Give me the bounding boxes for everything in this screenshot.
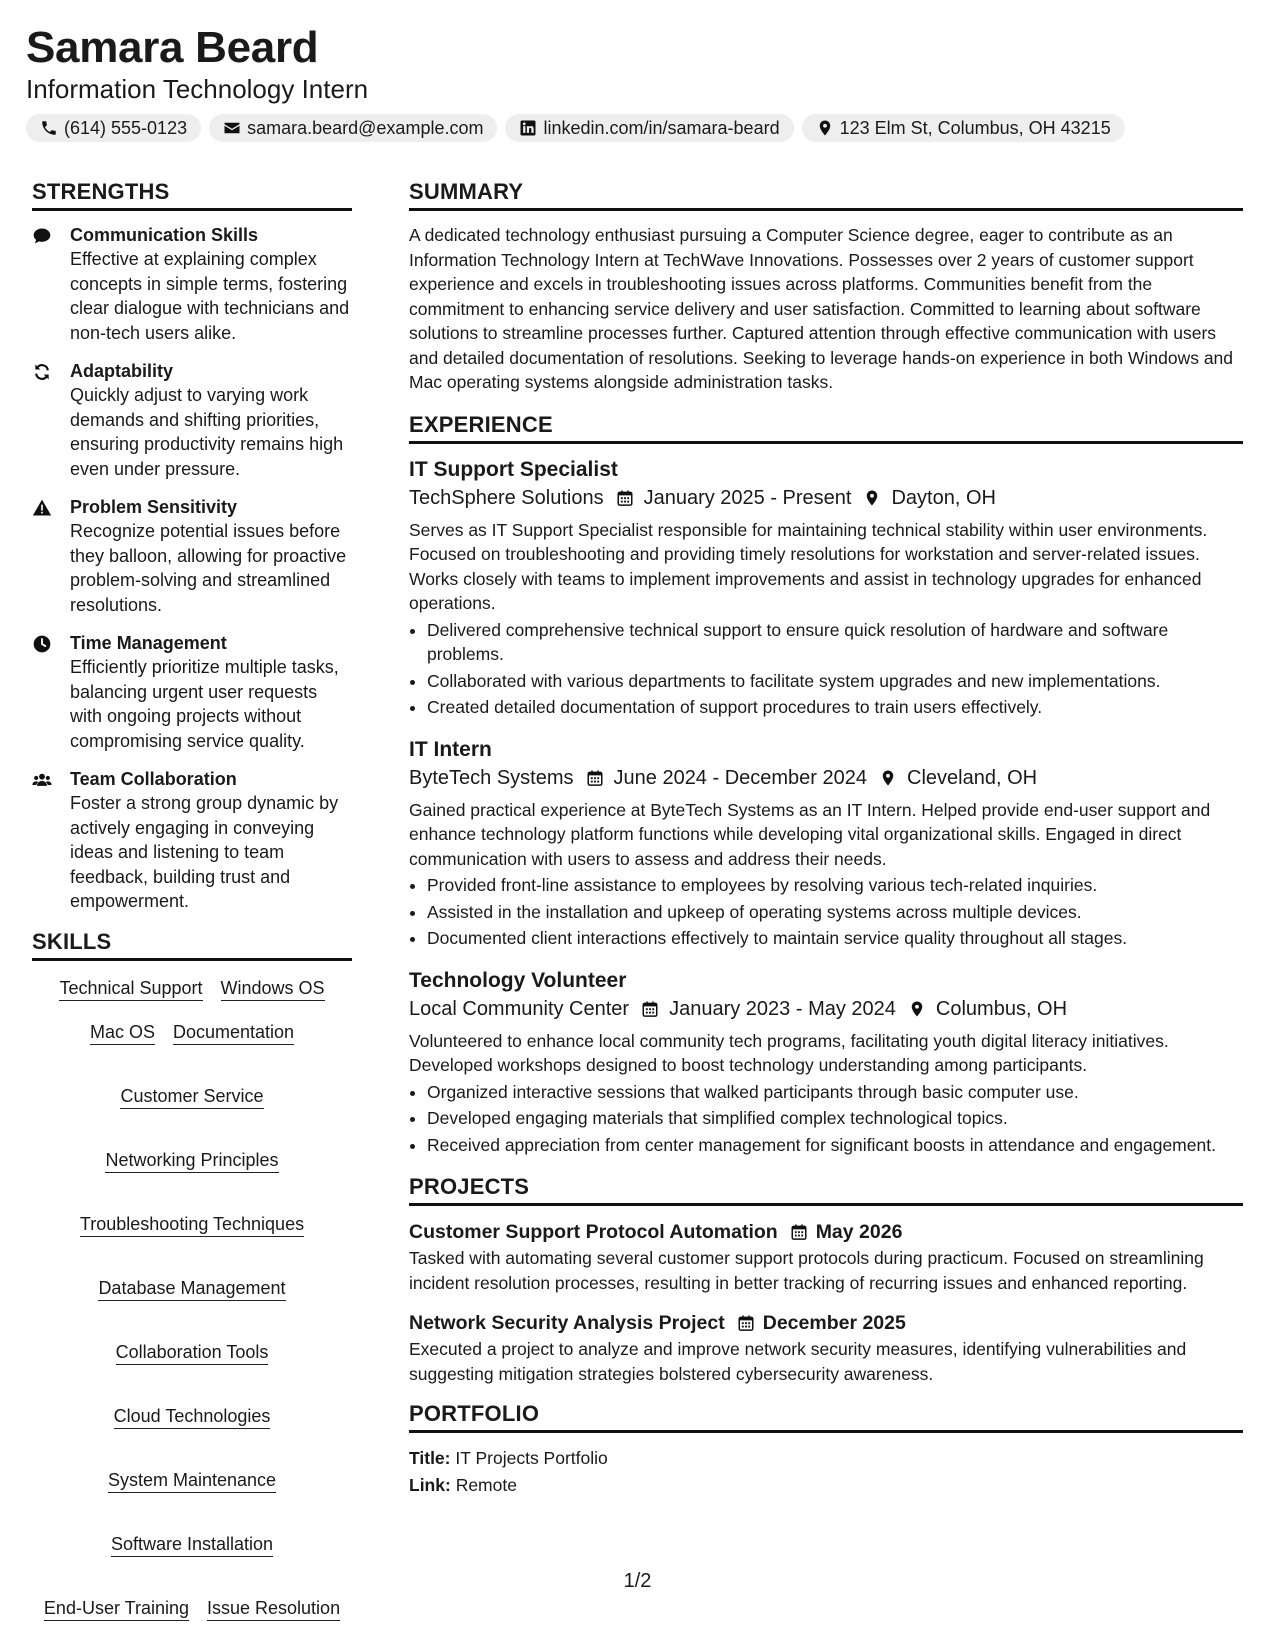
strength-desc: Efficiently prioritize multiple tasks, balancing urgent user requests with ongoing projects without compromising service quality. <box>70 657 339 751</box>
job-bullet: • Developed engaging materials that simplified complex technological topics. <box>427 1106 1243 1131</box>
strengths-heading: STRENGTHS <box>32 178 352 211</box>
strength-item <box>32 495 352 617</box>
strength-item <box>32 359 352 481</box>
portfolio-title-row <box>409 1445 1243 1472</box>
job-description: Volunteered to enhance local community tech programs, facilitating youth digital literacy initiatives. Developed workshops designed to boost technology understanding among participants. <box>409 1030 1169 1075</box>
job-company: ByteTech Systems <box>409 766 574 789</box>
skills-heading: SKILLS <box>32 928 352 961</box>
calendar-icon <box>737 1314 755 1332</box>
skill-tag: Troubleshooting Techniques <box>80 1213 304 1237</box>
job-location: Columbus, OH <box>935 997 1068 1020</box>
contact-address-text: 123 Elm St, Columbus, OH 43215 <box>839 117 1111 138</box>
project-header <box>409 1309 1243 1337</box>
speech-bubble-icon <box>32 226 52 246</box>
job-description: Serves as IT Support Specialist responsible for maintaining technical stability within user environments. Focused on troubleshooting and providing timely resolutions for workstation and server-related issues. Works closely with teams to implement improvements and assist in technology upgrades for enhanced operations. <box>409 519 1208 613</box>
strength-item <box>32 223 352 345</box>
projects-heading: PROJECTS <box>409 1173 1243 1206</box>
contact-email[interactable] <box>209 114 497 142</box>
job-company: Local Community Center <box>409 997 630 1020</box>
job-bullet: • Organized interactive sessions that walked participants through basic computer use. <box>427 1080 1243 1105</box>
skill-tag: End-User Training <box>44 1597 189 1621</box>
skill-tag: Customer Service <box>120 1085 263 1109</box>
job-bullet: • Provided front-line assistance to employees by resolving various tech-related inquiries. <box>427 873 1243 898</box>
portfolio-link-row <box>409 1472 1243 1499</box>
job-location: Dayton, OH <box>891 486 996 509</box>
project-entry <box>409 1309 1243 1386</box>
job-title: IT Support Specialist <box>409 457 618 481</box>
project-entry <box>409 1218 1243 1295</box>
strength-desc: Foster a strong group dynamic by actively engaging in conveying ideas and listening to team feedback, building trust and empowerment. <box>70 793 339 911</box>
portfolio-title-value: IT Projects Portfolio <box>455 1448 608 1468</box>
experience-heading: EXPERIENCE <box>409 411 1243 444</box>
clock-icon <box>32 634 52 654</box>
skill-tag: Windows OS <box>221 977 325 1001</box>
contact-linkedin-text: linkedin.com/in/samara-beard <box>543 117 780 138</box>
candidate-role: Information Technology Intern <box>26 74 369 104</box>
map-pin-icon <box>908 1000 926 1018</box>
map-pin-icon <box>863 489 881 507</box>
project-title: Network Security Analysis Project <box>409 1312 725 1334</box>
strength-title: Problem Sensitivity <box>70 497 238 517</box>
skill-tag: Mac OS <box>90 1021 155 1045</box>
skill-tag: Software Installation <box>111 1533 273 1557</box>
map-pin-icon <box>879 769 897 787</box>
strength-title: Communication Skills <box>70 225 259 245</box>
job-bullets <box>409 618 1243 720</box>
job-bullet: • Assisted in the installation and upkeep of operating systems across multiple devices. <box>427 900 1243 925</box>
project-header <box>409 1218 1243 1246</box>
candidate-name: Samara Beard <box>26 23 319 72</box>
job-bullet: • Documented client interactions effectively to maintain service quality throughout all stages. <box>427 926 1243 951</box>
strength-desc: Quickly adjust to varying work demands and shifting priorities, ensuring productivity remains high even under pressure. <box>70 385 344 479</box>
project-description: Executed a project to analyze and improve network security measures, identifying vulnerabilities and suggesting mitigation strategies bolstered cybersecurity awareness. <box>409 1339 1187 1384</box>
contact-email-text: samara.beard@example.com <box>247 117 484 138</box>
contact-bar <box>26 114 1249 142</box>
job-meta <box>409 484 1243 512</box>
page-indicator: 1/2 <box>623 1570 652 1592</box>
job-bullets <box>409 1080 1243 1158</box>
skill-tag: Technical Support <box>59 977 202 1001</box>
job-bullet: • Received appreciation from center management for significant boosts in attendance and engagement. <box>427 1133 1243 1158</box>
map-pin-icon <box>816 119 834 137</box>
job-bullets <box>409 873 1243 951</box>
job-dates: June 2024 - December 2024 <box>613 766 868 789</box>
strength-item <box>32 631 352 753</box>
job-company: TechSphere Solutions <box>409 486 604 509</box>
job-description: Gained practical experience at ByteTech Systems as an IT Intern. Helped provide end-user support and enhance technology platform functions while developing vital organizational skills. Engaged in direct communication with users to assess and address their needs. <box>409 799 1211 869</box>
strength-desc: Recognize potential issues before they balloon, allowing for proactive problem-solving and streamlined resolutions. <box>70 521 347 615</box>
job-title: Technology Volunteer <box>409 968 627 992</box>
calendar-icon <box>616 489 634 507</box>
envelope-icon <box>223 119 241 137</box>
skill-tag: Issue Resolution <box>207 1597 340 1621</box>
strength-title: Team Collaboration <box>70 769 237 789</box>
job-bullet: • Collaborated with various departments to facilitate system upgrades and new implementations. <box>427 669 1243 694</box>
contact-phone-text: (614) 555-0123 <box>64 117 188 138</box>
job-meta <box>409 764 1243 792</box>
skills-list <box>32 977 352 1621</box>
linkedin-icon <box>519 119 537 137</box>
job-dates: January 2023 - May 2024 <box>669 997 896 1020</box>
portfolio-link-value[interactable]: Remote <box>455 1475 517 1495</box>
skill-tag: Documentation <box>173 1021 294 1045</box>
portfolio-title-label: Title: <box>409 1448 451 1468</box>
calendar-icon <box>586 769 604 787</box>
strength-title: Time Management <box>70 633 227 653</box>
job-title: IT Intern <box>409 737 492 761</box>
warning-triangle-icon <box>32 498 52 518</box>
sync-arrows-icon <box>32 362 52 382</box>
summary-text: A dedicated technology enthusiast pursuing a Computer Science degree, eager to contribute as an Information Technology Intern at TechWave Innovations. Possesses over 2 years of customer support experience and excels in troubleshooting issues across platforms. Communities benefit from the commitment to enhancing service delivery and user satisfaction. Committed to learning about software solutions to streamline processes further. Captured attention through effective communication with users and detailed documentation of resolutions. Seeking to leverage hands-on experience in both Windows and Mac operating systems alongside administration tasks. <box>409 225 1234 392</box>
project-title: Customer Support Protocol Automation <box>409 1221 778 1243</box>
project-date: December 2025 <box>762 1312 906 1334</box>
calendar-icon <box>790 1223 808 1241</box>
project-date: May 2026 <box>815 1221 903 1243</box>
strength-desc: Effective at explaining complex concepts in simple terms, fostering clear dialogue with technicians and non-tech users alike. <box>70 249 350 343</box>
skill-tag: Networking Principles <box>105 1149 278 1173</box>
job-bullet: • Created detailed documentation of support procedures to train users effectively. <box>427 695 1243 720</box>
contact-address <box>802 114 1125 142</box>
skill-tag: Cloud Technologies <box>114 1405 271 1429</box>
job-meta <box>409 995 1243 1023</box>
summary-heading: SUMMARY <box>409 178 1243 211</box>
job-bullet: • Delivered comprehensive technical support to ensure quick resolution of hardware and software problems. <box>427 618 1243 667</box>
experience-entry <box>409 736 1243 951</box>
job-location: Cleveland, OH <box>907 766 1038 789</box>
left-column <box>32 178 352 1621</box>
job-dates: January 2025 - Present <box>643 486 852 509</box>
portfolio-link-label: Link: <box>409 1475 451 1495</box>
calendar-icon <box>641 1000 659 1018</box>
skill-tag: Collaboration Tools <box>116 1341 269 1365</box>
right-column <box>409 178 1243 1499</box>
strength-item <box>32 767 352 914</box>
resume-header <box>26 22 1249 142</box>
experience-entry <box>409 967 1243 1158</box>
experience-entry <box>409 456 1243 720</box>
strength-title: Adaptability <box>70 361 174 381</box>
project-description: Tasked with automating several customer support protocols during practicum. Focused on streamlining incident resolution processes, resulting in better tracking of recurring issues and enhanced reporting. <box>409 1248 1204 1293</box>
contact-linkedin[interactable] <box>505 114 793 142</box>
skill-tag: System Maintenance <box>108 1469 276 1493</box>
phone-icon <box>40 119 58 137</box>
portfolio-heading: PORTFOLIO <box>409 1400 1243 1433</box>
users-icon <box>32 770 52 790</box>
contact-phone[interactable] <box>26 114 201 142</box>
skill-tag: Database Management <box>98 1277 285 1301</box>
